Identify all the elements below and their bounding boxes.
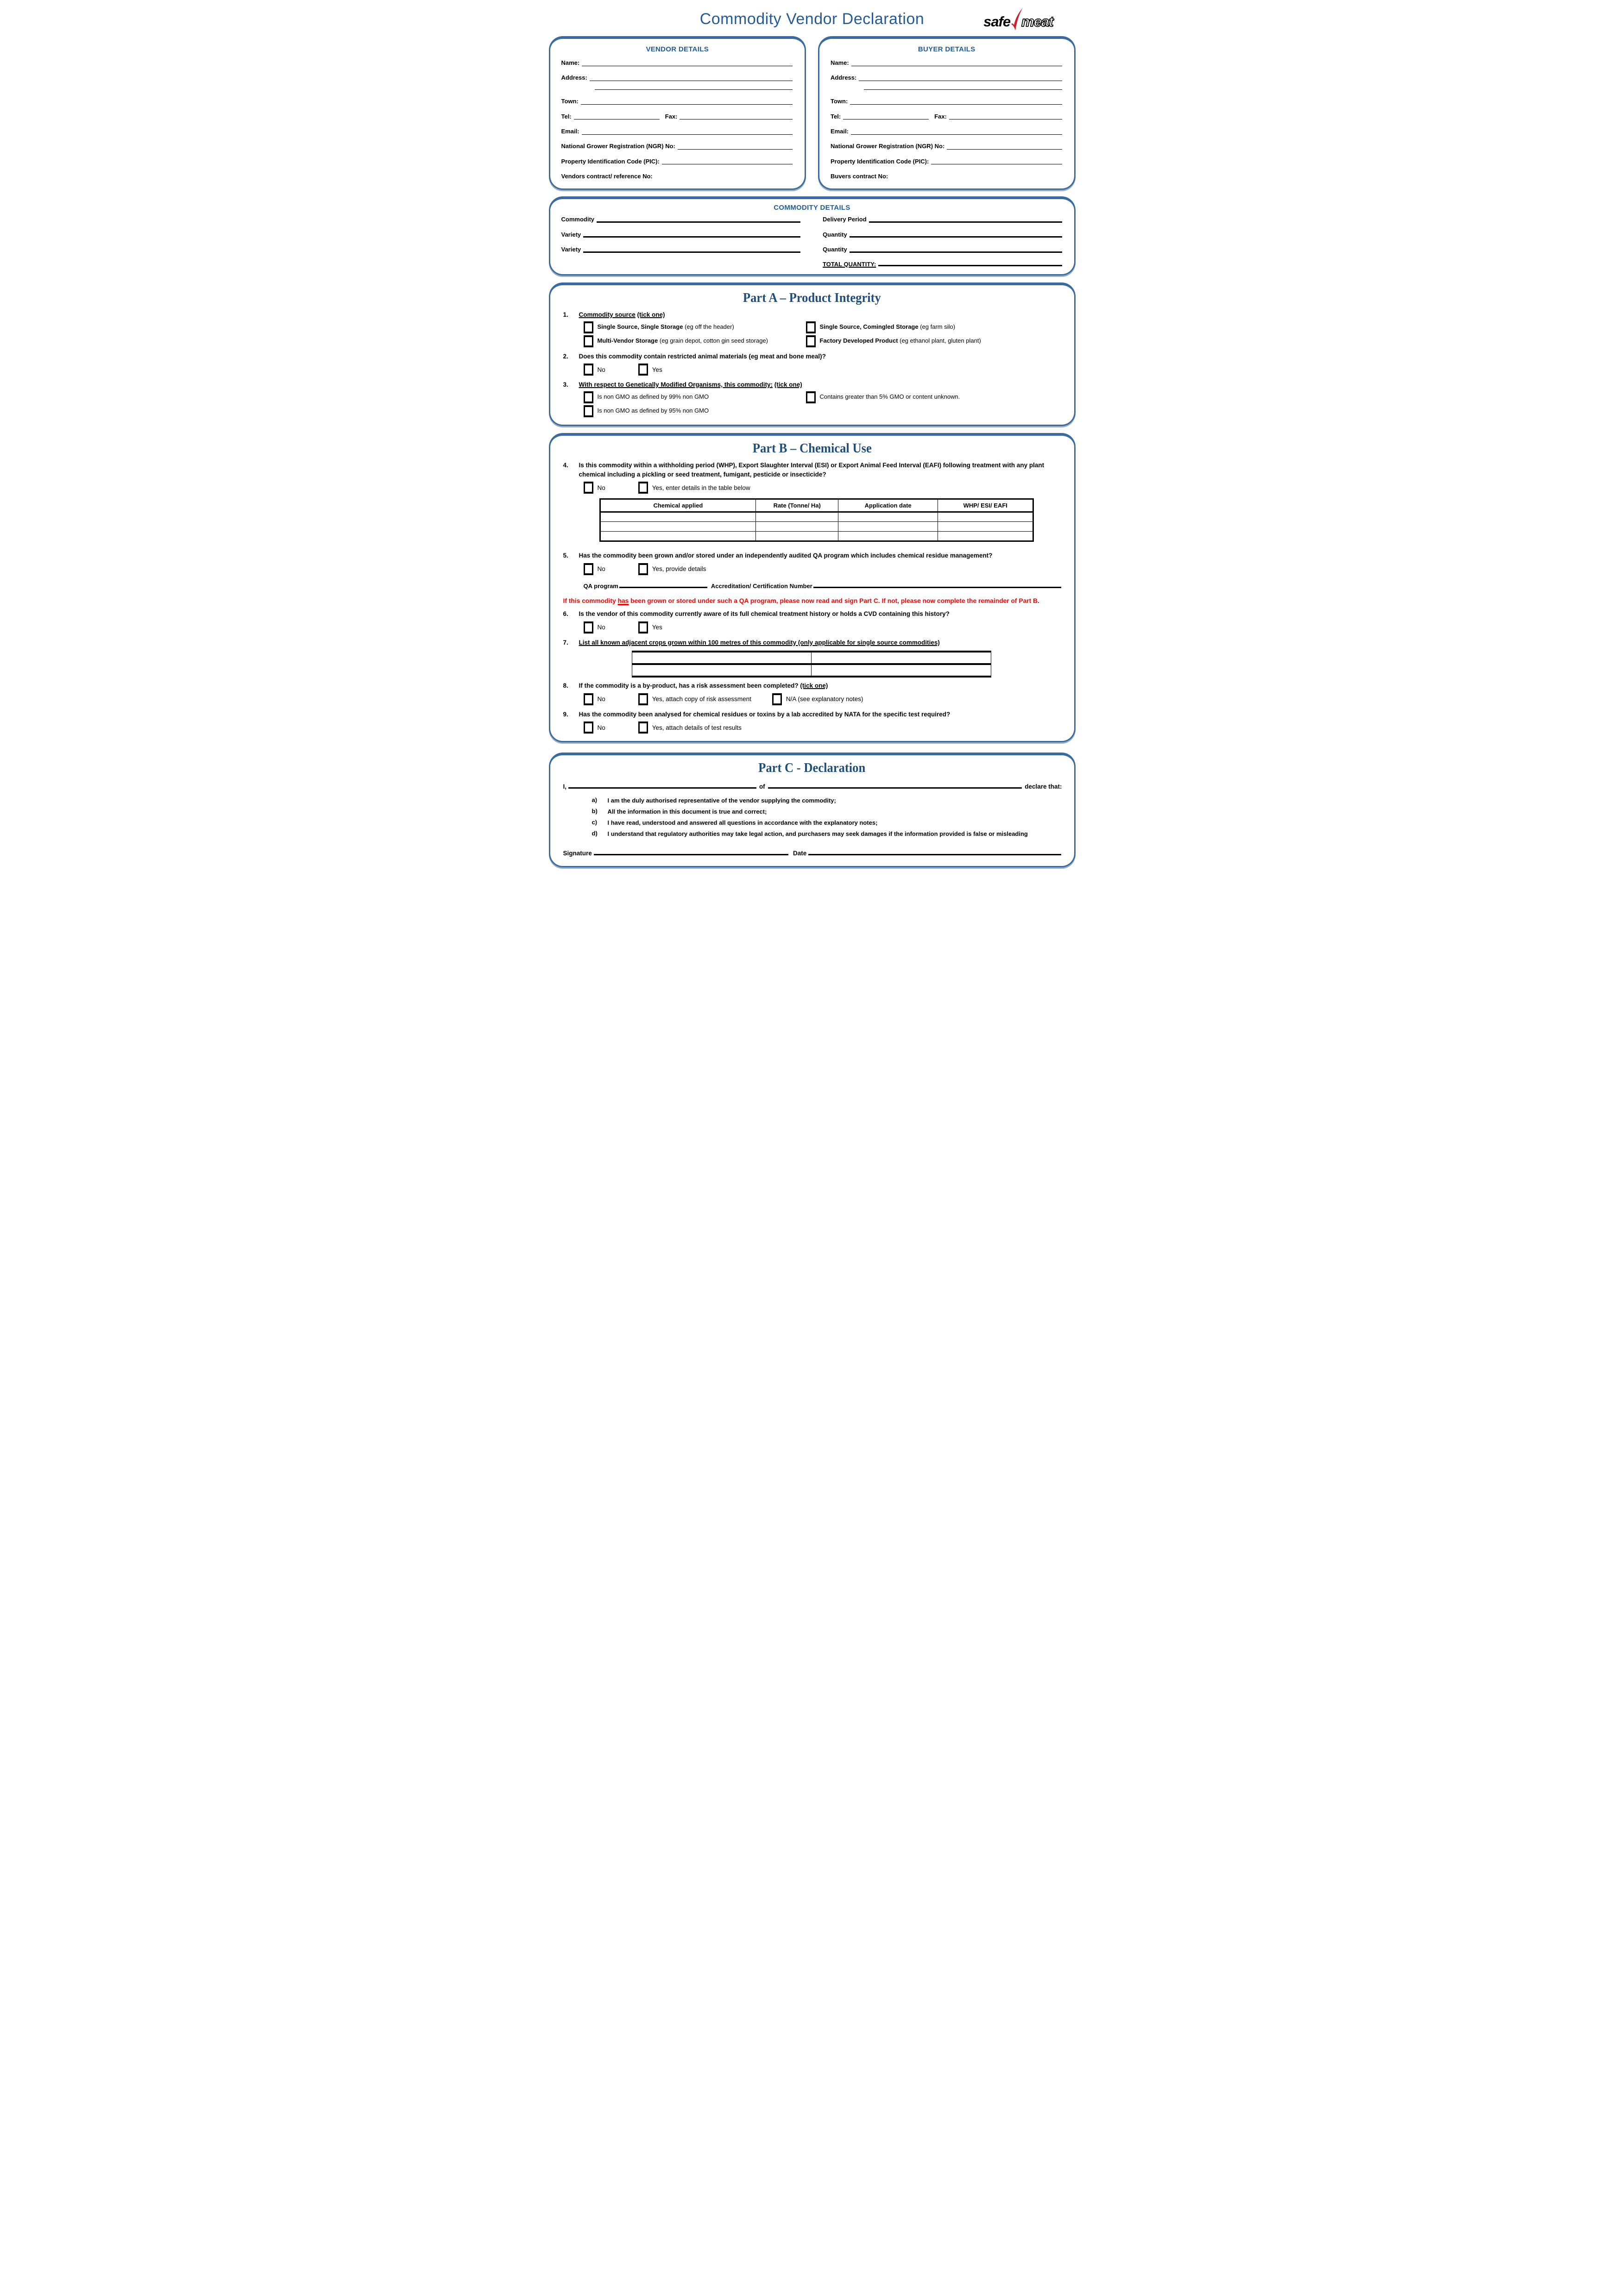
question-1-tick-one: (tick one) — [637, 311, 665, 319]
q4-yes-label: Yes, enter details in the table below — [652, 484, 750, 491]
buyer-pic-line[interactable] — [931, 163, 1062, 164]
vendor-name-row — [561, 59, 794, 68]
q6-yes-label: Yes — [652, 624, 662, 631]
variety1-line[interactable] — [583, 236, 800, 238]
q9-yes-checkbox[interactable] — [638, 721, 648, 734]
quantity1-label: Quantity — [823, 231, 847, 238]
question-2-number: 2. — [563, 352, 568, 360]
qa-program-line[interactable] — [619, 587, 707, 588]
question-1-number: 1. — [563, 311, 568, 319]
buyer-tel-fax-row — [831, 113, 1063, 121]
vendor-address-row — [561, 74, 794, 82]
quantity2-row — [823, 245, 1063, 254]
q3-option-95-non-gmo: Is non GMO as defined by 95% non GMO — [584, 405, 801, 417]
q9-no-checkbox[interactable] — [584, 721, 593, 734]
q3-gmo-unknown-checkbox[interactable] — [806, 391, 816, 403]
commodity-line[interactable] — [597, 221, 800, 223]
declaration-identity-row — [563, 783, 1062, 790]
vendor-address-row2 — [561, 89, 794, 91]
q8-na-checkbox[interactable] — [772, 693, 782, 705]
question-5-answers — [584, 563, 1062, 575]
question-5-text: Has the commodity been grown and/or stored under an independently audited QA program which includes chemical residue management? — [579, 552, 993, 559]
commodity-row — [561, 215, 802, 224]
question-2 — [562, 352, 1062, 377]
date-line[interactable] — [808, 854, 1061, 855]
question-9-answers — [584, 721, 1062, 734]
vendor-ngr-label: National Grower Registration (NGR) No: — [561, 143, 675, 150]
party-details-section — [549, 36, 1076, 190]
i-label: I, — [563, 783, 567, 790]
delivery-period-line[interactable] — [869, 221, 1062, 223]
question-1-text: Commodity source (tick one) — [579, 311, 665, 319]
q8-yes-checkbox[interactable] — [638, 693, 648, 705]
q8-no-label: No — [597, 696, 605, 703]
question-4-number: 4. — [563, 461, 568, 469]
chemical-applied-cell[interactable] — [600, 512, 756, 522]
vendor-name-line[interactable] — [582, 65, 793, 66]
question-1-options — [584, 321, 1062, 347]
question-1-body — [579, 310, 1062, 348]
rate-cell[interactable] — [756, 532, 838, 541]
buyer-town-row — [831, 97, 1063, 106]
vendor-address-line2[interactable] — [595, 89, 793, 90]
q3-95-non-gmo-checkbox[interactable] — [584, 405, 593, 417]
declaration-items — [592, 797, 1062, 838]
buyer-email-row — [831, 127, 1063, 136]
question-2-text: Does this commodity contain restricted animal materials (eg meat and bone meal)? — [579, 352, 826, 360]
application-date-cell[interactable] — [838, 532, 938, 541]
vendor-pic-label: Property Identification Code (PIC): — [561, 157, 660, 165]
q3-option-99-non-gmo: Is non GMO as defined by 99% non GMO — [584, 391, 801, 403]
question-8-tick-one: (tick one) — [800, 682, 828, 690]
buyer-pic-row — [831, 157, 1063, 166]
q2-yes-checkbox[interactable] — [638, 364, 648, 376]
buyer-ngr-row — [831, 142, 1063, 151]
q1-option-multi-vendor-storage: Multi-Vendor Storage (eg grain depot, cotton gin seed storage) — [584, 335, 801, 347]
signature-row — [563, 850, 1062, 857]
variety1-label: Variety — [561, 231, 581, 238]
q8-na-label: N/A (see explanatory notes) — [786, 696, 863, 703]
question-7 — [562, 638, 1062, 647]
vendor-fax-label: Fax: — [665, 113, 678, 120]
q2-no-label: No — [597, 366, 605, 373]
question-5-number: 5. — [563, 552, 568, 559]
question-3-options — [584, 391, 1062, 417]
q1-option-single-source-single-storage: Single Source, Single Storage (eg off the header) — [584, 321, 801, 333]
declarant-name-line[interactable] — [568, 787, 756, 789]
buyer-contract-row — [831, 172, 1063, 181]
question-5-body — [579, 551, 1062, 576]
whp-cell[interactable] — [938, 522, 1033, 532]
q3-option-gmo-unknown: Contains greater than 5% GMO or content unknown. — [806, 391, 1062, 403]
buyer-name-row — [831, 59, 1063, 68]
question-6-number: 6. — [563, 610, 568, 618]
q1-single-source-single-storage-checkbox[interactable] — [584, 321, 593, 333]
q5-no-checkbox[interactable] — [584, 563, 593, 575]
variety1-row — [561, 231, 802, 239]
q1-factory-developed-product-checkbox[interactable] — [806, 335, 816, 347]
commodity-details-box — [549, 196, 1076, 276]
rate-cell[interactable] — [756, 512, 838, 522]
part-c-heading: Part C - Declaration — [758, 761, 866, 776]
application-date-header: Application date — [838, 499, 938, 512]
chemical-applied-header: Chemical applied — [600, 499, 756, 512]
commodity-details-grid — [561, 215, 1063, 268]
question-3-tick-one: (tick one) — [774, 381, 802, 389]
q9-yes-label: Yes, attach details of test results — [652, 724, 742, 731]
vendor-tel-label: Tel: — [561, 113, 572, 120]
question-8 — [562, 681, 1062, 706]
question-2-answers — [584, 364, 1062, 376]
commodity-label: Commodity — [561, 215, 594, 223]
chemical-table-row — [600, 512, 1033, 522]
question-7-text: List all known adjacent crops grown within 100 metres of this commodity (only applicable for single source commodities) — [579, 639, 940, 646]
buyer-address-line2[interactable] — [864, 89, 1062, 90]
quantity2-label: Quantity — [823, 246, 847, 253]
note-has-emphasis: has — [617, 597, 629, 604]
question-9-number: 9. — [563, 710, 568, 718]
vendor-email-label: Email: — [561, 127, 579, 135]
whp-cell[interactable] — [938, 532, 1033, 541]
question-8-answers — [584, 693, 1062, 705]
accreditation-label: Accreditation/ Certification Number — [711, 582, 812, 590]
q8-yes-label: Yes, attach copy of risk assessment — [652, 696, 751, 703]
whp-esi-eafi-header: WHP/ ESI/ EAFI — [938, 499, 1033, 512]
buyer-tel-label: Tel: — [831, 113, 841, 120]
vendor-town-label: Town: — [561, 98, 579, 105]
adjacent-crops-row — [632, 652, 991, 664]
buyer-details-box — [818, 36, 1076, 190]
application-date-cell[interactable] — [838, 512, 938, 522]
q4-yes-checkbox[interactable] — [638, 482, 648, 494]
declarant-address-line[interactable] — [768, 787, 1022, 789]
date-label: Date — [793, 849, 807, 857]
vendor-town-line[interactable] — [581, 104, 793, 105]
adjacent-crop-cell[interactable] — [632, 664, 812, 677]
q1-single-source-comingled-storage-checkbox[interactable] — [806, 321, 816, 333]
qa-program-row — [584, 583, 1062, 590]
form-header — [549, 6, 1076, 35]
buyer-town-line[interactable] — [850, 104, 1062, 105]
part-a-heading: Part A – Product Integrity — [743, 291, 881, 306]
vendor-contract-row — [561, 172, 794, 181]
question-9-body — [579, 710, 1062, 735]
vendor-town-row — [561, 97, 794, 106]
vendor-ngr-row — [561, 142, 794, 151]
buyer-email-label: Email: — [831, 127, 849, 135]
application-date-cell[interactable] — [838, 522, 938, 532]
adjacent-crops-table — [632, 651, 992, 678]
question-3-number: 3. — [563, 381, 568, 389]
chemical-applied-cell[interactable] — [600, 522, 756, 532]
buyer-email-line[interactable] — [851, 134, 1062, 135]
of-label: of — [759, 783, 765, 790]
question-6-text: Is the vendor of this commodity currently aware of its full chemical treatment history or holds a CVD containing this history? — [579, 610, 950, 618]
q3-99-non-gmo-checkbox[interactable] — [584, 391, 593, 403]
vendor-details-heading: VENDOR DETAILS — [646, 45, 709, 53]
rate-cell[interactable] — [756, 522, 838, 532]
part-c-box — [549, 753, 1076, 867]
buyer-address-line1[interactable] — [859, 80, 1062, 81]
buyer-contract-label: Buvers contract No: — [831, 172, 888, 180]
declare-that-label: declare that: — [1025, 783, 1062, 790]
adjacent-crop-cell[interactable] — [812, 652, 991, 664]
question-3-text: With respect to Genetically Modified Organisms, this commodity: (tick one) — [579, 381, 802, 389]
chemical-table-header-row — [600, 499, 1033, 512]
vendor-pic-row — [561, 157, 794, 166]
signature-line[interactable] — [594, 854, 788, 855]
vendor-tel-fax-row — [561, 113, 794, 121]
question-6 — [562, 609, 1062, 634]
question-8-text: If the commodity is a by-product, has a risk assessment been completed? (tick one) — [579, 682, 828, 690]
whp-cell[interactable] — [938, 512, 1033, 522]
question-8-number: 8. — [563, 682, 568, 690]
buyer-address-label: Address: — [831, 74, 857, 82]
accreditation-line[interactable] — [813, 587, 1061, 588]
question-4-text: Is this commodity within a withholding period (WHP), Export Slaughter Interval (ESI) or Export Animal Feed Interval (EAFI) following treatment with any plant chemical including a pickling or seed treatment, fumigant, pesticide or insecticide? — [579, 461, 1045, 478]
question-1 — [562, 310, 1062, 348]
buyer-details-heading: BUYER DETAILS — [918, 45, 976, 53]
adjacent-crop-cell[interactable] — [812, 664, 991, 677]
buyer-address-row — [831, 74, 1063, 82]
q6-no-checkbox[interactable] — [584, 621, 593, 634]
buyer-ngr-label: National Grower Registration (NGR) No: — [831, 143, 945, 150]
q1-option-single-source-comingled-storage: Single Source, Comingled Storage (eg farm silo) — [806, 321, 1062, 333]
q5-no-label: No — [597, 565, 605, 573]
q2-yes-label: Yes — [652, 366, 662, 373]
adjacent-crop-cell[interactable] — [632, 652, 812, 664]
commodity-left-column — [561, 215, 802, 268]
question-7-body — [579, 638, 1062, 647]
buyer-town-label: Town: — [831, 98, 848, 105]
quantity1-line[interactable] — [850, 236, 1062, 238]
commodity-right-column — [823, 215, 1063, 268]
q4-no-checkbox[interactable] — [584, 482, 593, 494]
variety2-label: Variety — [561, 246, 581, 253]
q9-no-label: No — [597, 724, 605, 731]
commodity-details-heading: COMMODITY DETAILS — [774, 203, 850, 212]
variety2-row — [561, 245, 802, 254]
q5-yes-checkbox[interactable] — [638, 563, 648, 575]
variety2-line[interactable] — [583, 251, 800, 253]
q4-no-label: No — [597, 484, 605, 491]
question-7-number: 7. — [563, 639, 568, 646]
rate-header: Rate (Tonne/ Ha) — [756, 499, 838, 512]
part-a-box — [549, 282, 1076, 426]
part-b-heading: Part B – Chemical Use — [752, 441, 872, 456]
vendor-contract-label: Vendors contract/ reference No: — [561, 172, 653, 180]
buyer-fax-label: Fax: — [934, 113, 947, 120]
question-5 — [562, 551, 1062, 576]
adjacent-crops-row — [632, 664, 991, 677]
q6-no-label: No — [597, 624, 605, 631]
vendor-email-line[interactable] — [582, 134, 793, 135]
declaration-item-b: b) All the information in this document is true and correct; — [592, 808, 767, 816]
page-title: Commodity Vendor Declaration — [699, 10, 925, 28]
safemeat-logo — [983, 6, 1053, 32]
vendor-pic-line[interactable] — [662, 163, 793, 164]
q2-no-checkbox[interactable] — [584, 364, 593, 376]
qa-program-label: QA program — [583, 582, 618, 590]
buyer-name-label: Name: — [831, 59, 849, 66]
vendor-name-label: Name: — [561, 59, 580, 66]
q8-no-checkbox[interactable] — [584, 693, 593, 705]
qa-program-advisory-note: If this commodity has been grown or stored under such a QA program, please now read and sign Part C. If not, please now complete the remainder of Part B. — [563, 597, 1039, 604]
question-2-body — [579, 352, 1062, 377]
q1-option-factory-developed-product: Factory Developed Product (eg ethanol plant, gluten plant) — [806, 335, 1062, 347]
commodity-vendor-declaration-form — [541, 0, 1083, 877]
chemical-table-row — [600, 522, 1033, 532]
q5-yes-label: Yes, provide details — [652, 565, 706, 573]
delivery-period-row — [823, 215, 1063, 224]
total-quantity-line[interactable] — [878, 265, 1062, 266]
logo-safe-text: safe — [983, 13, 1011, 30]
question-9-text: Has the commodity been analysed for chemical residues or toxins by a lab accredited by NATA for the specific test required? — [579, 710, 950, 718]
part-b-box — [549, 433, 1076, 742]
question-8-body — [579, 681, 1062, 706]
total-quantity-row — [823, 261, 1063, 268]
signature-label: Signature — [563, 849, 592, 857]
quantity1-row — [823, 231, 1063, 239]
buyer-pic-label: Property Identification Code (PIC): — [831, 157, 929, 165]
question-6-body — [579, 609, 1062, 634]
question-9 — [562, 710, 1062, 735]
buyer-address-row2 — [831, 89, 1063, 91]
chemical-table-row — [600, 532, 1033, 541]
total-quantity-label: TOTAL QUANTITY: — [823, 261, 876, 268]
logo-meat-text: meat — [1021, 13, 1053, 30]
question-4-body — [579, 461, 1062, 544]
question-3 — [562, 380, 1062, 418]
question-4-answers — [584, 482, 1062, 494]
buyer-ngr-line[interactable] — [947, 149, 1062, 150]
question-6-answers — [584, 621, 1062, 634]
vendor-details-box — [549, 36, 806, 190]
chemical-details-table — [599, 498, 1034, 542]
vendor-address-label: Address: — [561, 74, 587, 82]
q1-multi-vendor-storage-checkbox[interactable] — [584, 335, 593, 347]
declaration-item-c: c) I have read, understood and answered all questions in accordance with the explanatory notes; — [592, 818, 878, 826]
vendor-address-line1[interactable] — [590, 80, 793, 81]
question-3-body — [579, 380, 1062, 418]
delivery-period-label: Delivery Period — [823, 215, 867, 223]
declaration-item-d: d) I understand that regulatory authorities may take legal action, and purchasers may seek damages if the information provided is false or misleading — [592, 829, 1028, 837]
vendor-email-row — [561, 127, 794, 136]
chemical-applied-cell[interactable] — [600, 532, 756, 541]
buyer-name-line[interactable] — [851, 65, 1062, 66]
declaration-item-a: a) I am the duly authorised representative of the vendor supplying the commodity; — [592, 797, 836, 804]
quantity2-line[interactable] — [850, 251, 1062, 253]
question-4 — [562, 461, 1062, 544]
vendor-ngr-line[interactable] — [678, 149, 793, 150]
q6-yes-checkbox[interactable] — [638, 621, 648, 634]
